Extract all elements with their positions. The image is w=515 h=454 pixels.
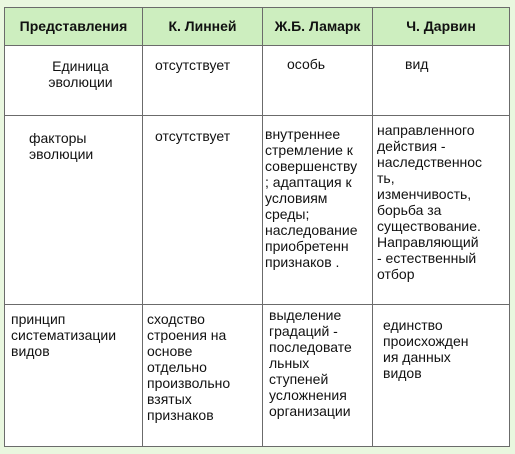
cell-text: отсутствует: [155, 128, 231, 145]
table-cell: [5, 45, 143, 116]
evolution-theories-table: [4, 7, 510, 447]
table-cell: [5, 305, 143, 447]
cell-text: факторы эволюции: [29, 130, 94, 163]
table-row-factors-of-evolution: [5, 116, 510, 305]
table-cell: [143, 45, 263, 116]
comparison-table-container: [4, 7, 509, 447]
table-cell: [143, 116, 263, 305]
header-cell-lamarck: Ж.Б. Ламарк: [263, 8, 373, 46]
header-cell-concepts: Представления: [5, 8, 143, 46]
cell-text: выделение градаций - последовате льных ступеней усложнения организации: [269, 307, 352, 420]
table-cell: [5, 116, 143, 305]
cell-text: единство происхожден ия данных видов: [383, 317, 469, 382]
table-cell: [263, 305, 373, 447]
table-cell: [263, 116, 373, 305]
cell-text: внутреннее стремление к совершенству ; адаптация к условиям среды; наследование приобретенн признаков .: [265, 126, 358, 271]
header-cell-darwin: Ч. Дарвин: [373, 8, 510, 46]
cell-text: вид: [405, 55, 429, 72]
table-row-unit-of-evolution: [5, 45, 510, 116]
header-cell-linnaeus: К. Линней: [143, 8, 263, 46]
cell-text: отсутствует: [155, 56, 231, 73]
table-cell: [373, 45, 510, 116]
table-cell: [373, 305, 510, 447]
cell-text: особь: [287, 55, 326, 72]
cell-text: принцип систематизации видов: [11, 311, 117, 360]
cell-text: сходство строения на основе отдельно произвольно взятых признаков: [147, 311, 231, 424]
cell-text: направленного действия - наследственнос ть, изменчивость, борьба за существование. Направляющий - естественный отбор: [377, 122, 483, 283]
table-header-row: [5, 8, 510, 46]
table-cell: [373, 116, 510, 305]
table-cell: [143, 305, 263, 447]
table-row-systematization-principle: [5, 305, 510, 447]
cell-text: Единица эволюции: [48, 57, 113, 90]
table-cell: [263, 45, 373, 116]
